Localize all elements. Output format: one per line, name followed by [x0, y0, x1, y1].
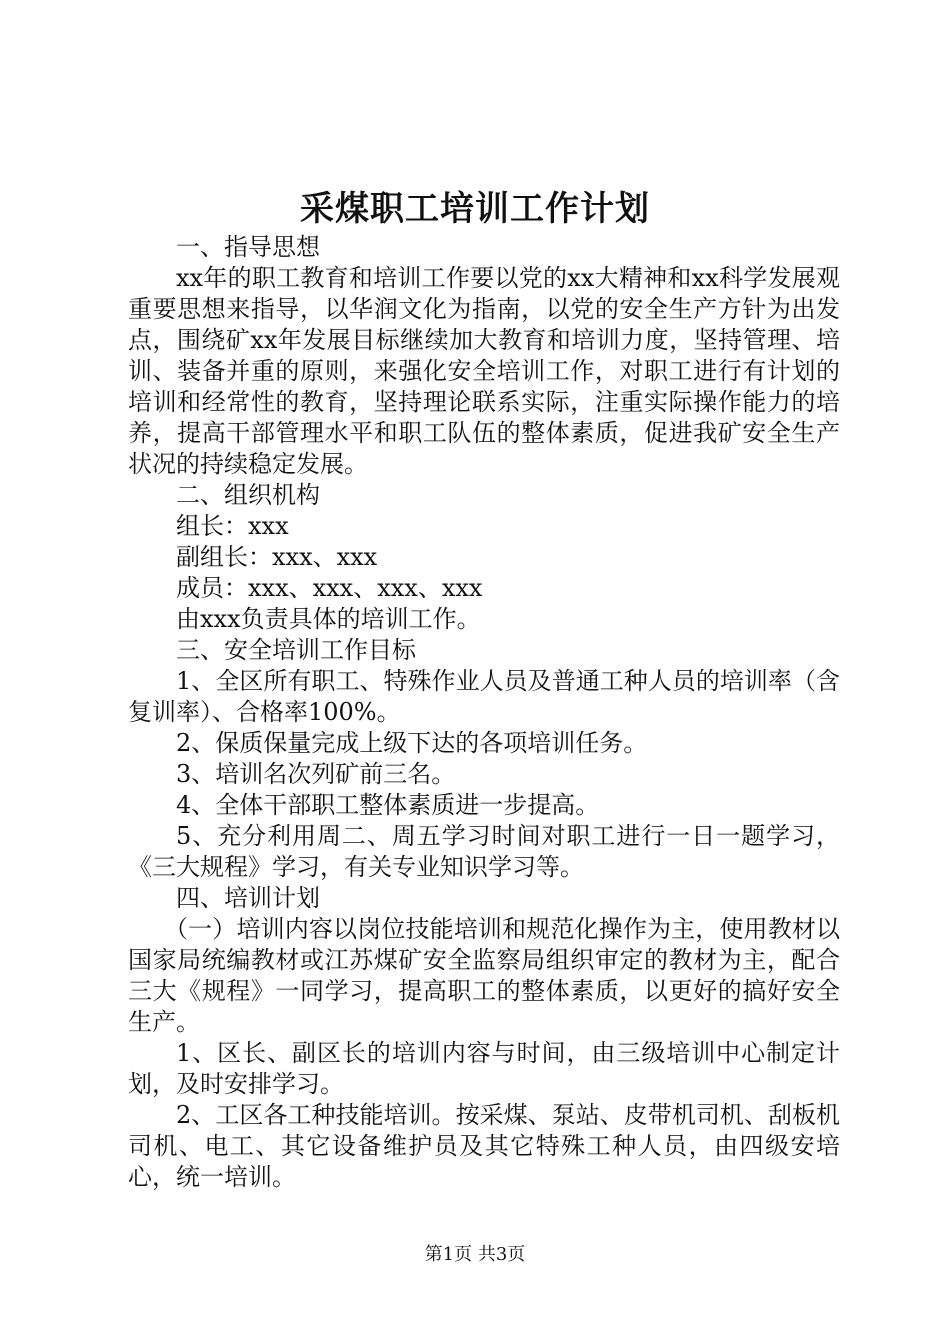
- list-item-goal-4: 4、全体干部职工整体素质进一步提高。: [176, 791, 600, 819]
- paragraph-team-leader: 组长：xxx: [176, 512, 289, 540]
- paragraph-members: 成员：xxx、xxx、xxx、xxx: [176, 574, 483, 602]
- paragraph-guiding-ideology: xx年的职工教育和培训工作要以党的xx大精神和xx科学发展观重要思想来指导，以华润文化为指南，以党的安全生产方针为出发点，围绕矿xx年发展目标继续加大教育和培训力度，坚持管理、培训、装备并重的原则，来强化安全培训工作，对职工进行有计划的培训和经常性的教育，坚持理论联系实际，注重实际操作能力的培养，提高干部管理水平和职工队伍的整体素质，促进我矿安全生产状况的持续稳定发展。: [128, 264, 840, 478]
- list-item-goal-5: 5、充分利用周二、周五学习时间对职工进行一日一题学习，《三大规程》学习，有关专业知识学习等。: [128, 822, 840, 881]
- list-item-plan-2: 2、工区各工种技能培训。按采煤、泵站、皮带机司机、刮板机司机、电工、其它设备维护员及其它特殊工种人员，由四级安培心，统一培训。: [128, 1101, 840, 1191]
- list-item-goal-1: 1、全区所有职工、特殊作业人员及普通工种人员的培训率（含复训率）、合格率100%。: [128, 667, 840, 726]
- document-body: [128, 232, 840, 1193]
- section-heading-organization: 二、组织机构: [176, 481, 320, 509]
- paragraph-deputy-leader: 副组长：xxx、xxx: [176, 543, 378, 571]
- list-item-goal-3: 3、培训名次列矿前三名。: [176, 760, 456, 788]
- document-title: 采煤职工培训工作计划: [300, 189, 650, 229]
- page-number: 第1页 共3页: [424, 1244, 526, 1265]
- list-item-goal-2: 2、保质保量完成上级下达的各项培训任务。: [176, 729, 648, 757]
- paragraph-training-content: （一）培训内容以岗位技能培训和规范化操作为主，使用教材以国家局统编教材或江苏煤矿安全监察局组织审定的教材为主，配合三大《规程》一同学习，提高职工的整体素质，以更好的搞好安全生产。: [128, 915, 840, 1036]
- list-item-plan-1: 1、区长、副区长的培训内容与时间，由三级培训中心制定计划，及时安排学习。: [128, 1039, 840, 1098]
- section-heading-training-goals: 三、安全培训工作目标: [176, 636, 416, 664]
- paragraph-responsible: 由xxx负责具体的培训工作。: [176, 605, 481, 633]
- section-heading-training-plan: 四、培训计划: [176, 884, 320, 912]
- section-heading-guiding-ideology: 一、指导思想: [176, 233, 320, 261]
